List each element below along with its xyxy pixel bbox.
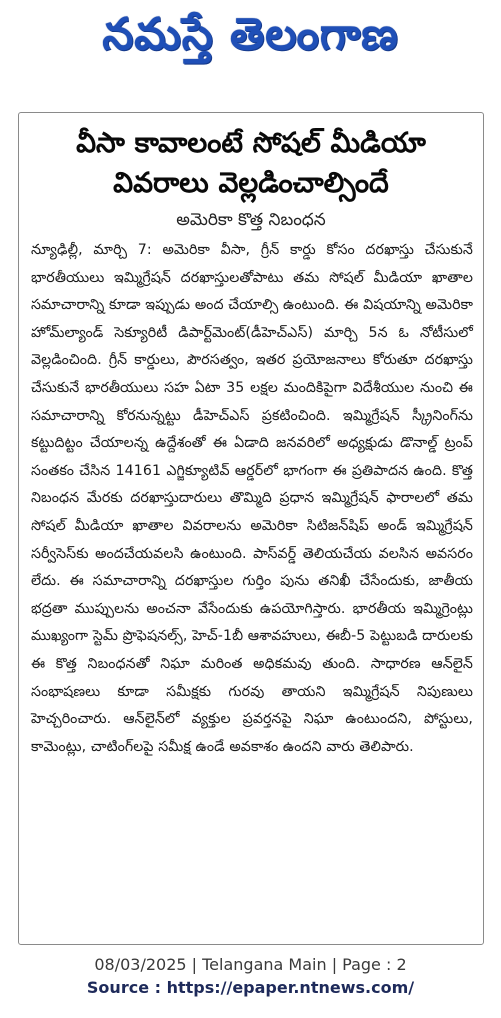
newspaper-logo-title: నమస్తే తెలంగాణ [102,9,399,60]
article-headline [19,123,483,203]
article-clipping [18,112,484,945]
headline-line-1: వీసా కావాలంటే సోషల్ మీడియా [76,126,426,159]
footer-source-link[interactable]: Source : https://epaper.ntnews.com/ [86,978,415,997]
headline-line-2: వివరాలు వెల్లడించాల్సిందే [113,166,389,199]
footer-date-edition-page: 08/03/2025 | Telangana Main | Page : 2 [94,955,407,974]
masthead [0,0,501,80]
article-body: న్యూఢిల్లీ, మార్చి 7: అమెరికా వీసా, గ్రీన్ కార్డు కోసం దరఖాస్తు చేసుకునే భారతీయులు ఇమ్మిగ్రేషన్ దరఖాస్తులతోపాటు తమ సోషల్ మీడియా ఖాతాల సమాచారాన్ని కూడా ఇప్పుడు అంద చేయాల్సి ఉంటుంది. ఈ విషయాన్ని అమెరికా హోమ్‌ల్యాండ్ సెక్యూరిటీ డిపార్ట్‌మెంట్(డీహెచ్ఎస్) మార్చి 5న ఓ నోటీసులో వెల్లడించింది. గ్రీన్ కార్డులు, పౌరసత్వం, ఇతర ప్రయోజనాలు కోరుతూ దరఖాస్తు చేసుకునే భారతీయులు సహ ఏటా 35 లక్షల మందికిపైగా విదేశీయుల నుంచి ఈ సమాచారాన్ని కోరనున్నట్టు డీహెచ్ఎస్ ప్రకటించింది. ఇమ్మిగ్రేషన్ స్క్రీనింగ్‌ను కట్టుదిట్టం చేయాలన్న ఉద్దేశంతో ఈ ఏడాది జనవరిలో అధ్యక్షుడు డొనాల్డ్ ట్రంప్ సంతకం చేసిన 14161 ఎగ్జిక్యూటివ్ ఆర్డర్‌లో భాగంగా ఈ ప్రతిపాదన ఉంది. కొత్త నిబంధన మేరకు దరఖాస్తుదారులు తొమ్మిది ప్రధాన ఇమ్మిగ్రేషన్ ఫారాలలో తమ సోషల్ మీడియా ఖాతాల వివరాలను అమెరికా సిటిజన్‌షిప్ అండ్ ఇమ్మిగ్రేషన్ సర్వీసెస్‌కు అందచేయవలసి ఉంటుంది. పాస్‌వర్డ్ తెలియచేయ వలసిన అవసరం లేదు. ఈ సమాచారాన్ని దరఖాస్తుల గుర్తిం పును తనిఖీ చేసేందుకు, జాతీయ భద్రతా ముప్పులను అంచనా వేసేందుకు ఉపయోగిస్తారు. భారతీయ ఇమ్మిగ్రెంట్లు ముఖ్యంగా స్టెమ్ ప్రొఫెషనల్స్, హెచ్-1బీ ఆశావహులు, ఈబీ-5 పెట్టుబడి దారులకు ఈ కొత్త నిబంధనతో నిఘా మరింత అధికమవు తుంది. సాధారణ ఆన్‌లైన్ సంభాషణలు కూడా సమీక్షకు గురవు తాయని ఇమ్మిగ్రేషన్ నిపుణులు హెచ్చరించారు. ఆన్‌లైన్‌లో వ్యక్తుల ప్రవర్తనపై నిఘా ఉంటుందని, పోస్టులు, కామెంట్లు, చాటింగ్‌లపై సమీక్ష ఉండే అవకాశం ఉందని వారు తెలిపారు. [31,242,473,755]
article-subheadline: అమెరికా కొత్త నిబంధన [176,210,326,230]
